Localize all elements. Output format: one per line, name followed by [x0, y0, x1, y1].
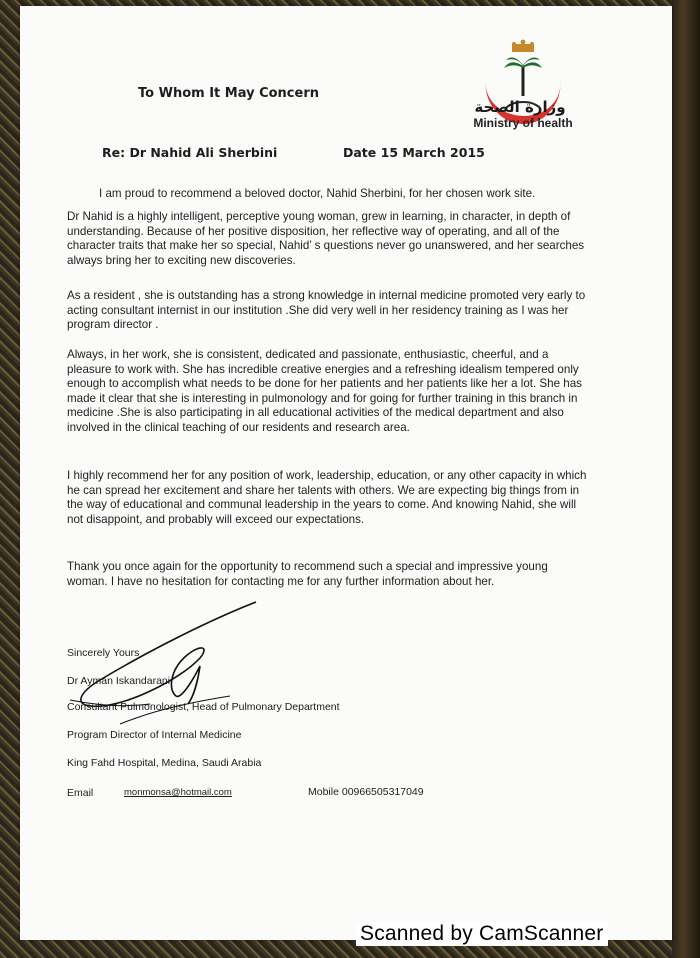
- logo-english-text: Ministry of health: [473, 116, 573, 130]
- signer-institution: King Fahd Hospital, Medina, Saudi Arabia: [67, 757, 262, 769]
- letter-date: Date 15 March 2015: [343, 145, 485, 160]
- background-frame-edge: [672, 0, 700, 958]
- camscanner-watermark: Scanned by CamScanner: [356, 922, 608, 946]
- subject-line: Re: Dr Nahid Ali Sherbini: [102, 145, 278, 160]
- signer-name: Dr Ayman Iskandarani: [67, 675, 171, 687]
- paragraph-intro: I am proud to recommend a beloved doctor, Nahid Sherbini, for her chosen work site.: [99, 187, 536, 200]
- email-label: Email: [67, 787, 94, 799]
- signer-title-secondary: Program Director of Internal Medicine: [67, 729, 242, 741]
- mobile-number: Mobile 00966505317049: [308, 786, 424, 798]
- logo-arabic-text: وزارة الصحة: [474, 98, 566, 116]
- paragraph-residency: As a resident , she is outstanding has a strong knowledge in internal medicine promoted very early to acting consultant internist in our institution .She did very well in her residency training as I was her program director .: [67, 289, 586, 332]
- letter-heading: To Whom It May Concern: [138, 86, 319, 101]
- paragraph-closing: Thank you once again for the opportunity to recommend such a special and impressive young woman. I have no hesitation for contacting me for any further information about her.: [67, 560, 548, 588]
- paragraph-character: Dr Nahid is a highly intelligent, perceptive young woman, grew in learning, in character, in depth of understanding. Because of her positive disposition, her reflective way of operating, and all of the character traits that make her so special, Nahid’ s questions never go unanswered, and her searches always bring her to exciting new discoveries.: [67, 210, 585, 267]
- closing-salutation: Sincerely Yours: [67, 647, 140, 659]
- signer-title-primary: Consultant Pulmonologist, Head of Pulmonary Department: [67, 701, 340, 713]
- paragraph-recommendation: I highly recommend her for any position of work, leadership, education, or any other capacity in which he can spread her excitement and share her talents with others. We are expecting big things from in the way of educational and communal leadership in the years to come. And knowing Nahid, she will not disappoint, and probably will exceed our expectations.: [67, 469, 587, 526]
- handwritten-signature: [60, 600, 280, 730]
- email-link[interactable]: monmonsa@hotmail.com: [124, 787, 232, 798]
- paragraph-work: Always, in her work, she is consistent, dedicated and passionate, enthusiastic, cheerful, and a pleasure to work with. She has incredible creative energies and a refreshing idealism tempered only enough to accomplish what needs to be done for her patients and her patients like her a lot. She has made it clear that she is interesting in pulmonology and for going for further training in this branch in medicine .She is also participating in all educational activities of the medical department and also involved in the clinical teaching of our residents and research area.: [67, 348, 582, 434]
